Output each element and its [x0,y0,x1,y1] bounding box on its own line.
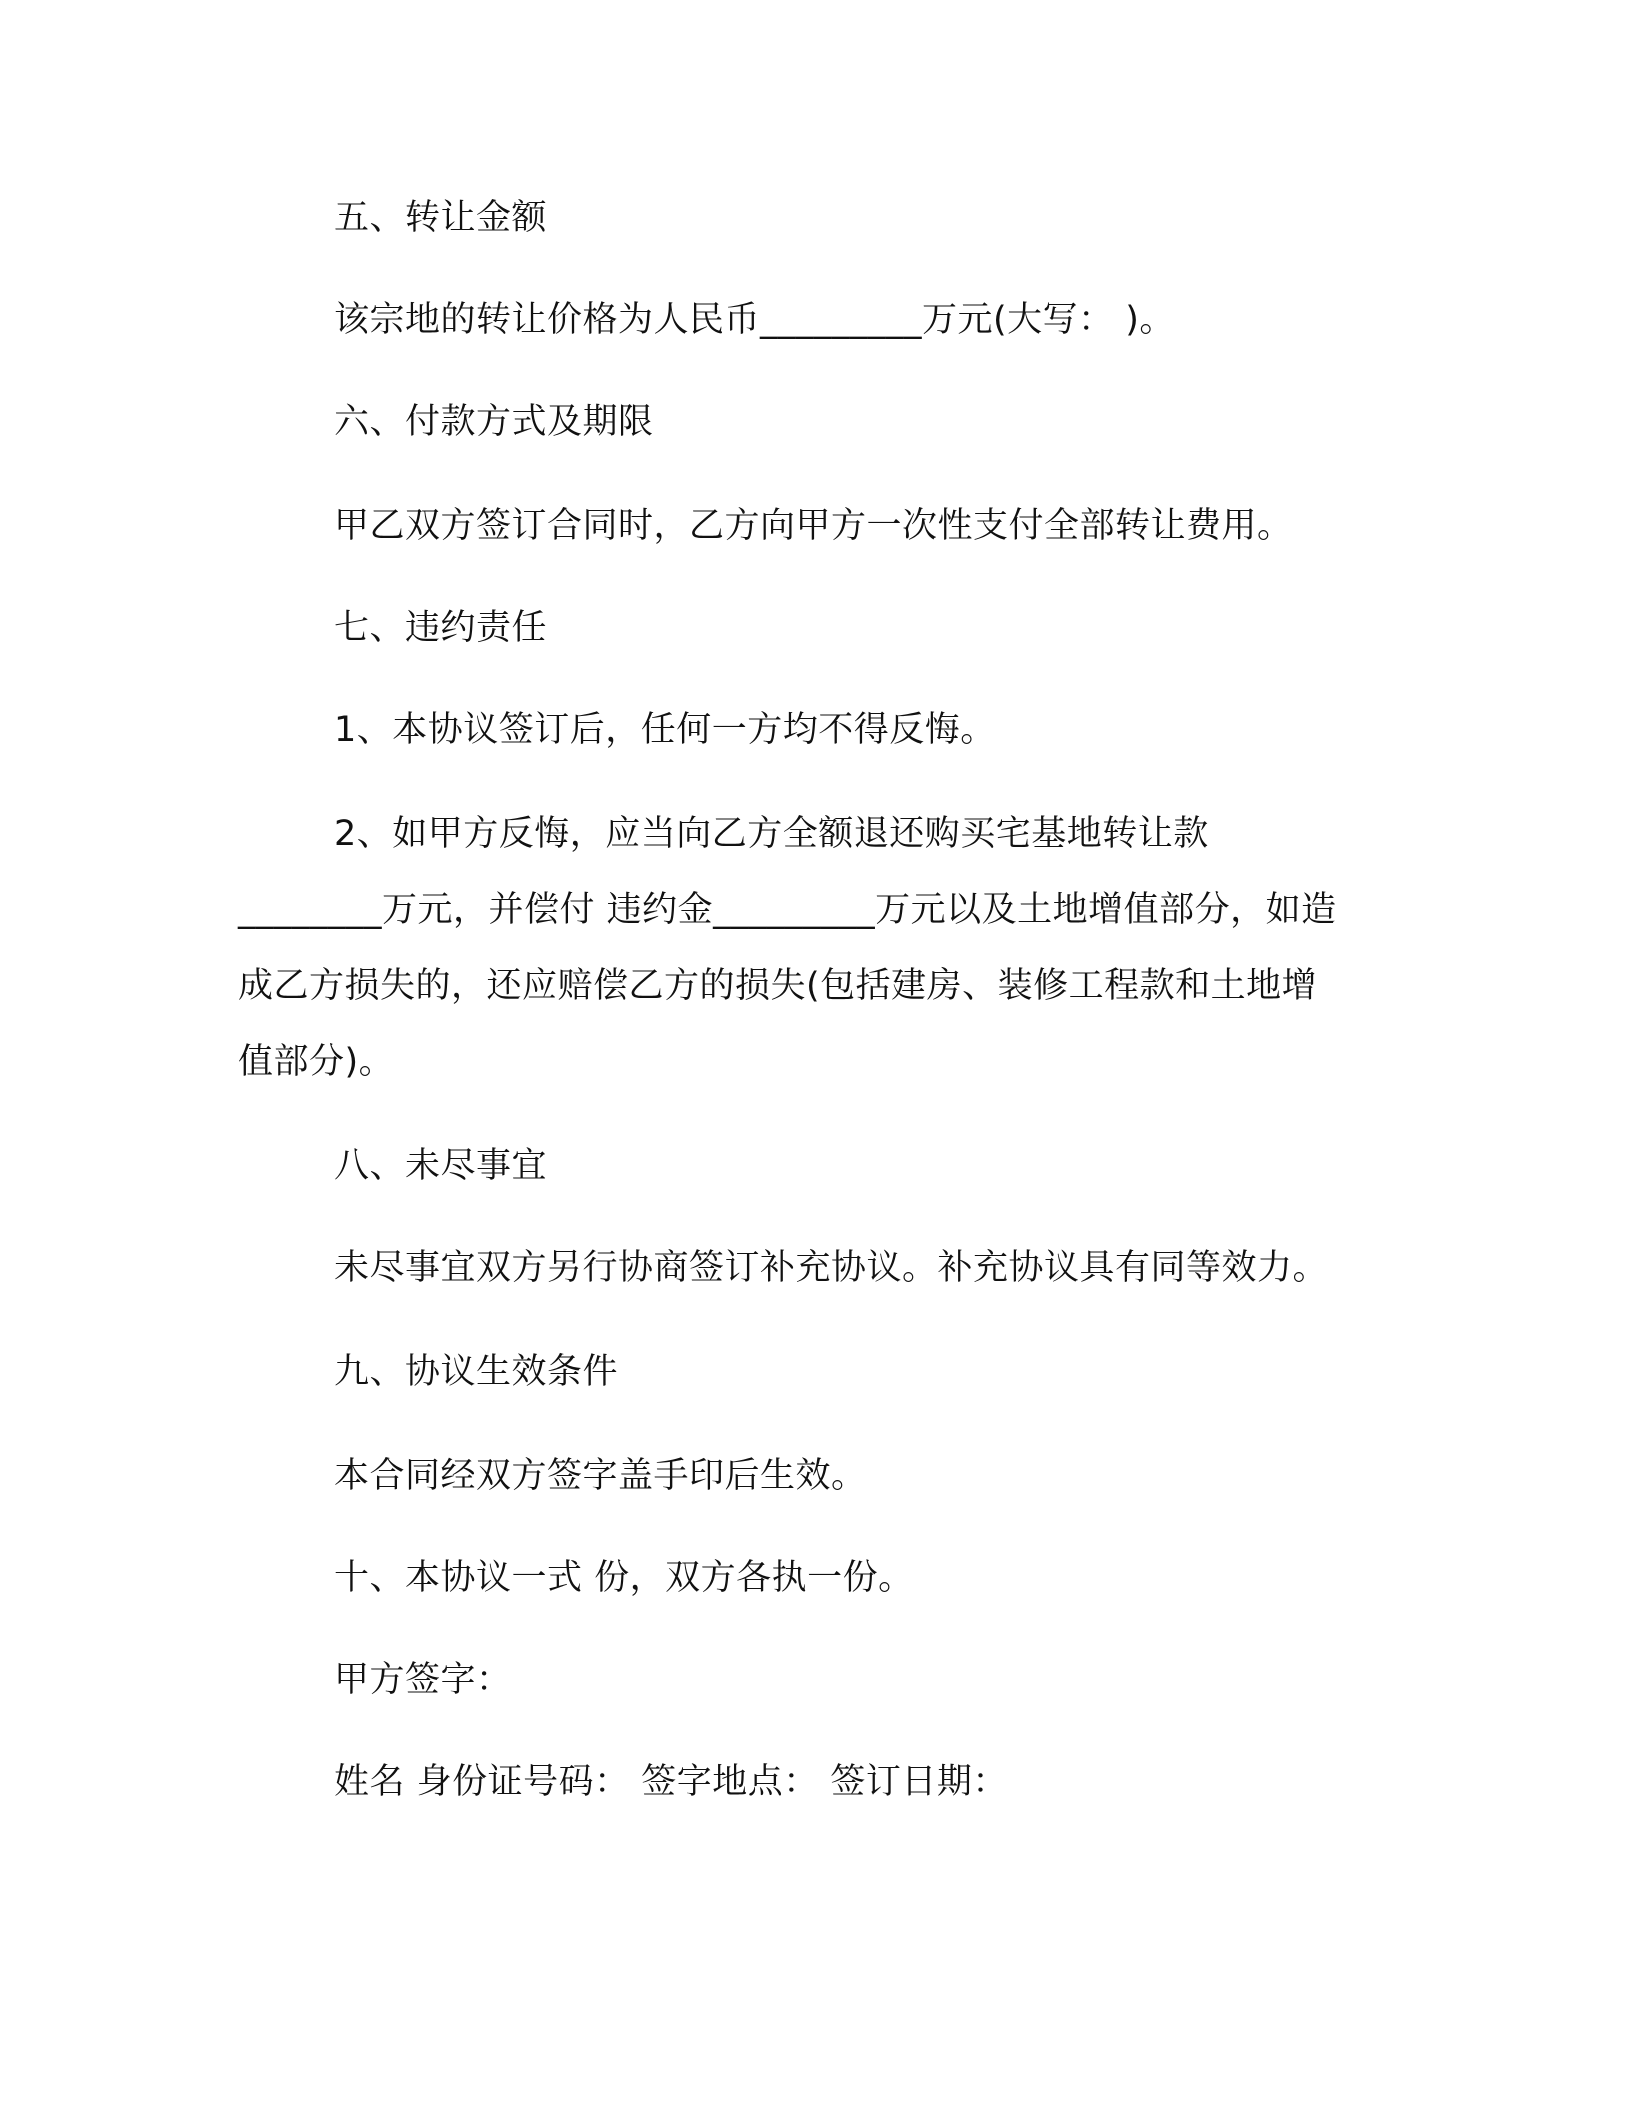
signature-fields-line: 姓名 身份证号码： 签字地点： 签订日期： [334,1762,1008,1802]
liability-item-2-line-3: 成乙方损失的，还应赔偿乙方的损失(包括建房、装修工程款和土地增 [238,966,1318,1006]
section-9-heading: 九、协议生效条件 [334,1352,619,1392]
liability-item-2-line-1: 2、如甲方反悔，应当向乙方全额退还购买宅基地转让款 [334,814,1209,854]
party-a-signature-label: 甲方签字： [334,1660,512,1700]
section-6-heading: 六、付款方式及期限 [334,402,654,442]
section-7-heading: 七、违约责任 [334,608,548,648]
liability-item-2-line-4: 值部分)。 [238,1042,395,1082]
section-8-heading: 八、未尽事宜 [334,1146,548,1186]
section-10-text: 十、本协议一式 份，双方各执一份。 [334,1558,914,1598]
liability-item-1: 1、本协议签订后，任何一方均不得反悔。 [334,710,996,750]
other-matters-text: 未尽事宜双方另行协商签订补充协议。补充协议具有同等效力。 [334,1248,1329,1288]
section-5-heading: 五、转让金额 [334,198,548,238]
liability-item-2-line-2: ________万元，并偿付 违约金_________万元以及土地增值部分，如造 [238,890,1337,930]
effective-condition-text: 本合同经双方签字盖手印后生效。 [334,1456,867,1496]
transfer-price-text: 该宗地的转让价格为人民币_________万元(大写： )。 [334,300,1175,340]
payment-text: 甲乙双方签订合同时，乙方向甲方一次性支付全部转让费用。 [334,506,1293,546]
